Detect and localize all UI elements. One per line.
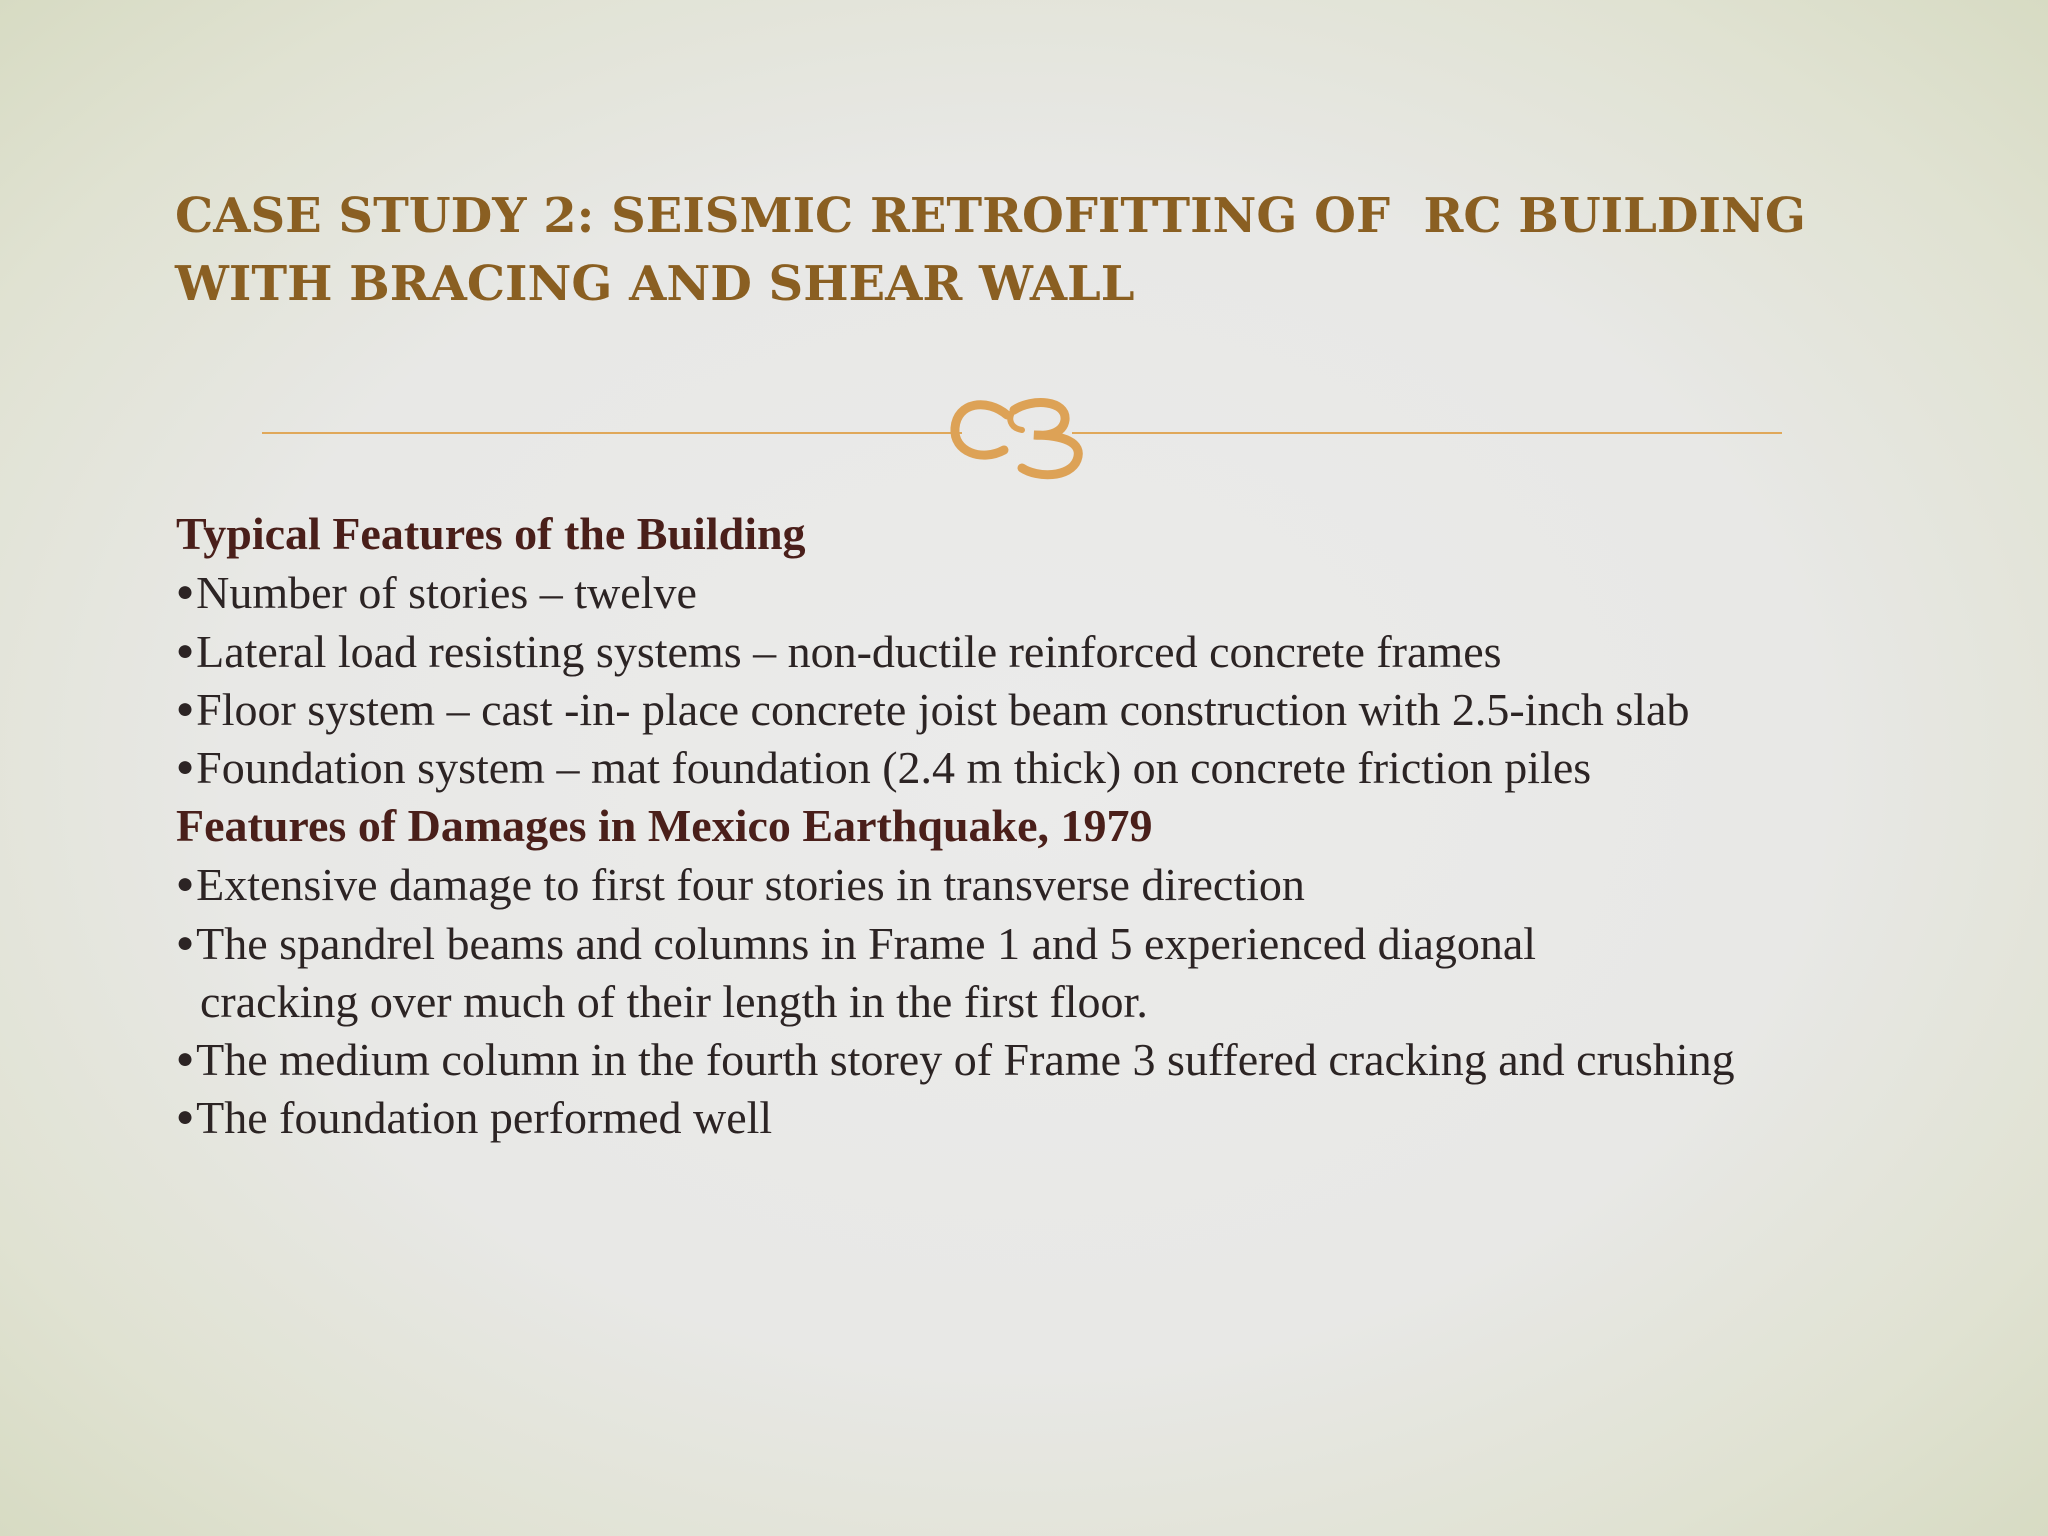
- list-item: [176, 914, 1876, 1031]
- slide-body: [176, 505, 1876, 1147]
- section-heading-building-features: Typical Features of the Building: [176, 508, 806, 559]
- list-item-continuation: cracking over much of their length in the first floor.: [200, 976, 1148, 1027]
- list-item: [176, 1088, 1876, 1147]
- list-item-text: Foundation system – mat foundation (2.4 m thick) on concrete friction piles: [196, 742, 1592, 793]
- list-item: [176, 1031, 1876, 1088]
- slide-title-line-1: CASE STUDY 2: SEISMIC RETROFITTING OF RC BUILDING: [175, 188, 1806, 244]
- list-item-text: Number of stories – twelve: [196, 567, 697, 618]
- list-item: [176, 622, 1876, 681]
- list-item-text: The spandrel beams and columns in Frame 1 and 5 experienced diagonal: [196, 918, 1537, 969]
- slide-title-line-2: WITH BRACING AND SHEAR WALL: [175, 256, 1135, 312]
- list-item-text: Extensive damage to first four stories in transverse direction: [196, 859, 1305, 910]
- list-item: [176, 681, 1876, 738]
- bullet-icon: ●: [176, 634, 195, 667]
- list-item-text: Lateral load resisting systems – non-ductile reinforced concrete frames: [196, 626, 1502, 677]
- section-heading-damage-features: Features of Damages in Mexico Earthquake, 1979: [176, 800, 1153, 851]
- bullet-icon: ●: [176, 692, 195, 725]
- list-item: [176, 855, 1876, 914]
- decorative-flourish-icon: [955, 403, 1078, 475]
- list-item: [176, 563, 1876, 622]
- bullet-icon: ●: [176, 750, 195, 783]
- bullet-icon: ●: [176, 867, 195, 900]
- list-item-text: Floor system – cast -in- place concrete joist beam construction with 2.5-inch slab: [196, 684, 1690, 735]
- bullet-icon: ●: [176, 575, 195, 608]
- list-item-text: The medium column in the fourth storey of Frame 3 suffered cracking and crushing: [196, 1034, 1735, 1085]
- bullet-icon: ●: [176, 1100, 195, 1133]
- bullet-icon: ●: [176, 926, 195, 959]
- list-item: [176, 738, 1876, 797]
- slide-title: [175, 182, 1875, 318]
- title-divider: [262, 380, 1782, 480]
- bullet-icon: ●: [176, 1042, 195, 1075]
- list-item-text: The foundation performed well: [196, 1092, 773, 1143]
